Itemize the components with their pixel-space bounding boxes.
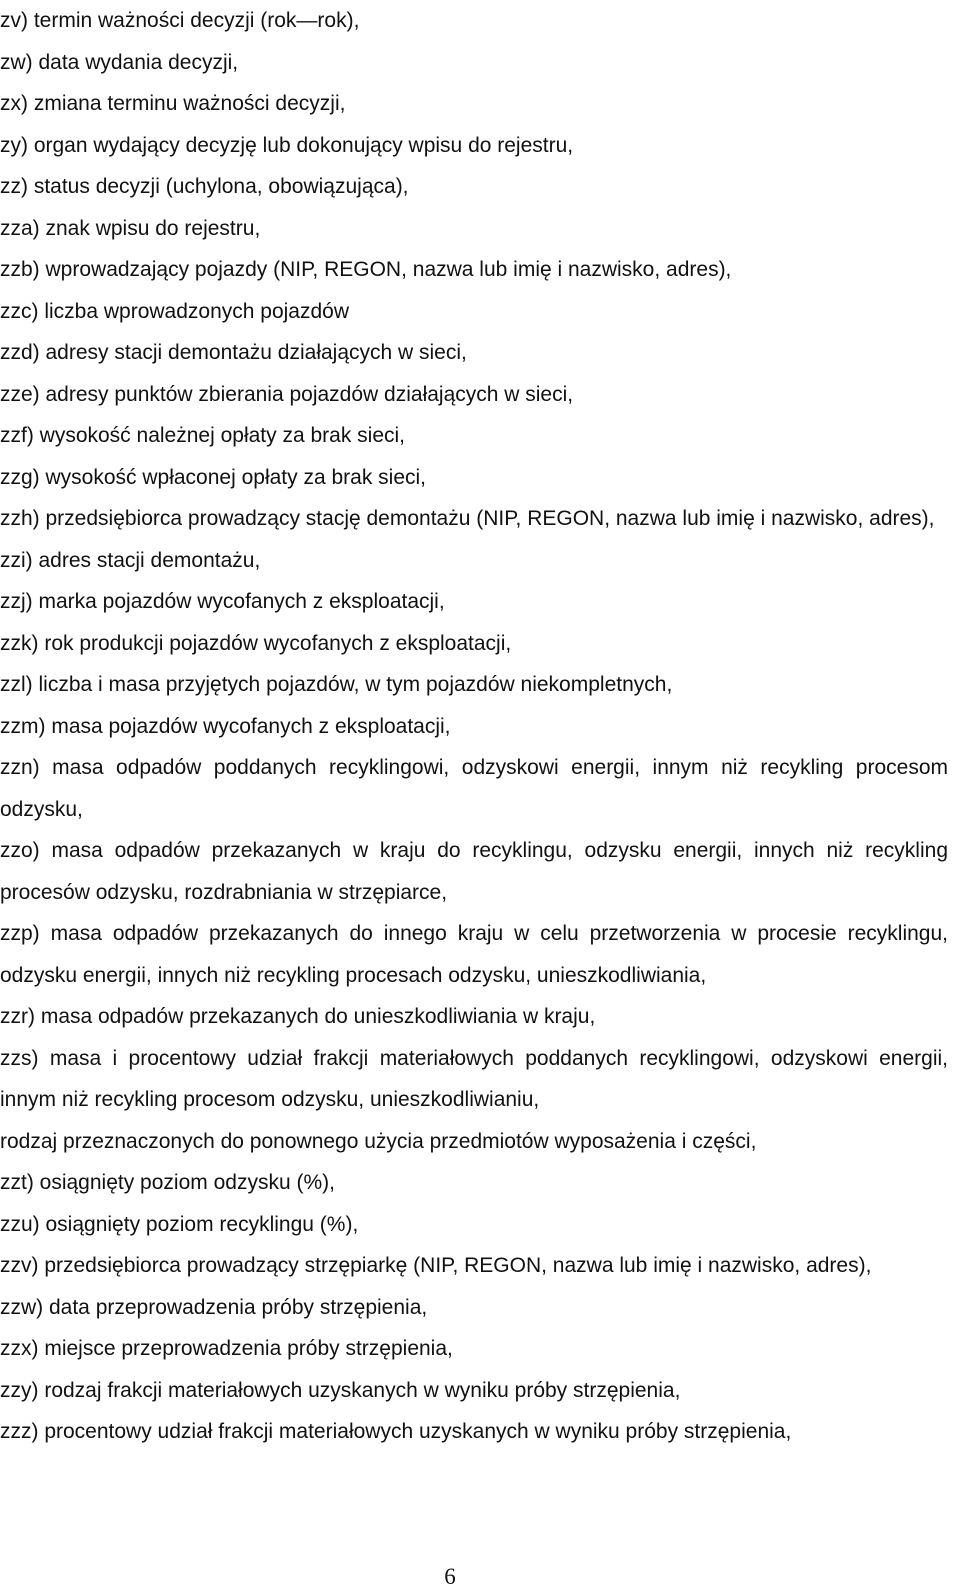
list-item: zzf) wysokość należnej opłaty za brak sieci, [0,424,405,447]
page-number: 6 [444,1564,456,1589]
list-item: zzt) osiągnięty poziom odzysku (%), [0,1171,335,1194]
list-item: zzn) masa odpadów poddanych recyklingowi, odzyskowi energii, innym niż recykling procesom odzysku, [0,756,948,821]
list-item: zz) status decyzji (uchylona, obowiązująca), [0,175,409,198]
list-item: zzx) miejsce przeprowadzenia próby strzępienia, [0,1337,453,1360]
list-item: zzm) masa pojazdów wycofanych z eksploatacji, [0,714,451,738]
list-item: zx) zmiana terminu ważności decyzji, [0,92,346,115]
list-item: zzy) rodzaj frakcji materiałowych uzyskanych w wyniku próby strzępienia, [0,1378,681,1402]
list-item: zzs) masa i procentowy udział frakcji materiałowych poddanych recyklingowi, odzyskowi energii, innym niż recykling procesom odzysku, unieszkodliwianiu, [0,1046,948,1111]
list-item: zzl) liczba i masa przyjętych pojazdów, w tym pojazdów niekompletnych, [0,673,673,696]
list-item: zzc) liczba wprowadzonych pojazdów [0,299,349,323]
list-item: zzw) data przeprowadzenia próby strzępienia, [0,1295,428,1319]
list-item: zzp) masa odpadów przekazanych do innego kraju w celu przetworzenia w procesie recyklingu, odzysku energii, innych niż recykling procesach odzysku, unieszkodliwiania, [0,922,948,987]
list-item: zzd) adresy stacji demontażu działających w sieci, [0,341,467,364]
list-item: zzj) marka pojazdów wycofanych z eksploatacji, [0,590,445,613]
list-item: zzg) wysokość wpłaconej opłaty za brak sieci, [0,465,427,489]
list-item: zzu) osiągnięty poziom recyklingu (%), [0,1212,359,1236]
list-item: zzr) masa odpadów przekazanych do unieszkodliwiania w kraju, [0,1005,596,1028]
list-item: zzh) przedsiębiorca prowadzący stację demontażu (NIP, REGON, nazwa lub imię i nazwisko, adres), [0,507,935,530]
list-item: zzz) procentowy udział frakcji materiałowych uzyskanych w wyniku próby strzępienia, [0,1420,792,1443]
list-item: zv) termin ważności decyzji (rok—rok), [0,9,360,32]
list-item: zw) data wydania decyzji, [0,50,239,74]
list-item: zzv) przedsiębiorca prowadzący strzępiarkę (NIP, REGON, nazwa lub imię i nazwisko, adres), [0,1254,872,1277]
list-item: zzk) rok produkcji pojazdów wycofanych z eksploatacji, [0,631,512,655]
list-item: rodzaj przeznaczonych do ponownego użycia przedmiotów wyposażenia i części, [0,1129,757,1153]
list-item: zze) adresy punktów zbierania pojazdów działających w sieci, [0,382,574,406]
list-item: zy) organ wydający decyzję lub dokonujący wpisu do rejestru, [0,133,574,157]
list-item: zzb) wprowadzający pojazdy (NIP, REGON, nazwa lub imię i nazwisko, adres), [0,258,732,281]
list-item: zzo) masa odpadów przekazanych w kraju do recyklingu, odzysku energii, innych niż recykling procesów odzysku, rozdrabniania w strzępiarce, [0,839,948,904]
list-item: zza) znak wpisu do rejestru, [0,216,261,240]
list-item: zzi) adres stacji demontażu, [0,548,261,572]
